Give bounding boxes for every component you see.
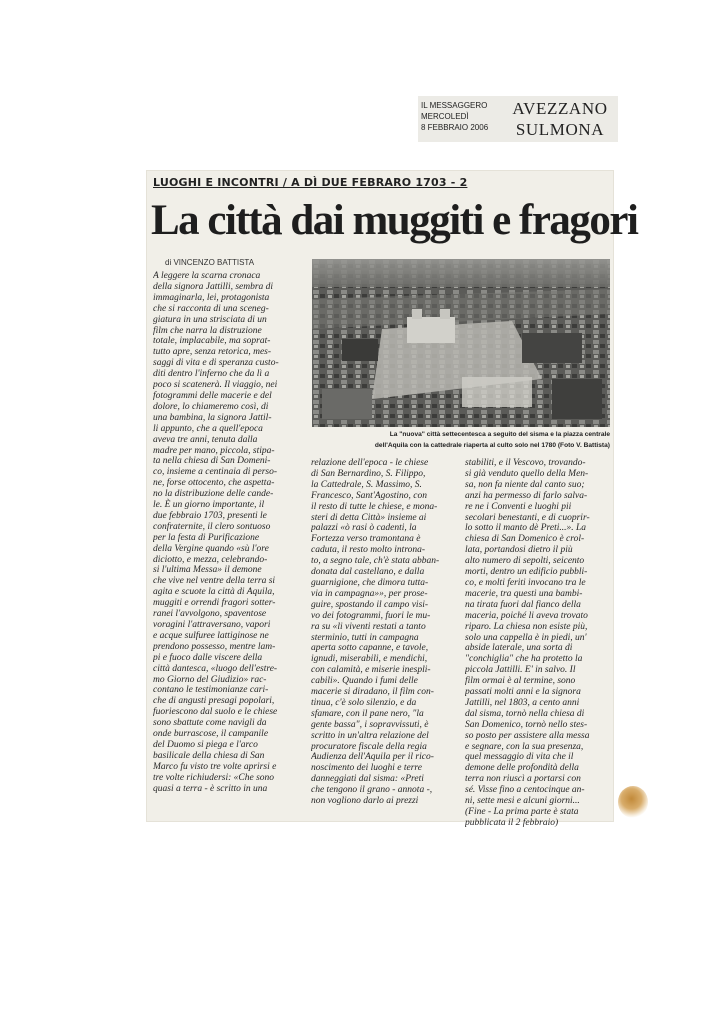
newspaper-clipping — [146, 170, 638, 828]
text-line: terra non riuscì a portarsi con — [465, 774, 581, 785]
text-line: dal sisma, tornò nella chiesa di — [465, 708, 585, 719]
text-line: sono sbattute come navigli da — [153, 718, 267, 729]
text-line: gente bassa", i sopravvissuti, è — [311, 719, 429, 730]
text-line: che tengono il grano - annota -, — [311, 785, 433, 796]
text-line: sé. Visse fino a centocinque an- — [465, 785, 585, 796]
text-line: diciotto, e mezza, celebrando- — [153, 554, 268, 565]
text-line: abside laterale, una sorta di — [465, 643, 573, 654]
text-line: che vive nel ventre della terra si — [153, 576, 276, 587]
newspaper-name: IL MESSAGGERO — [421, 101, 488, 110]
text-line: della signora Jattilli, sembra di — [153, 281, 274, 292]
text-line: città dantesca, «luogo dell'estre- — [153, 663, 278, 674]
caption-line: La "nuova" città settecentesca a seguito del sisma e la piazza centrale — [389, 431, 610, 438]
text-line: lo sotto il manto dè Preti...». La — [465, 523, 587, 534]
text-line: re ne i Conventi e luoghi pii — [465, 501, 572, 512]
text-line: aperta sotto capanne, e tavole, — [311, 643, 429, 654]
text-line: palazzi «ò rasi ò cadenti, la — [311, 523, 417, 534]
section-header: LUOGHI E INCONTRI / A DÌ DUE FEBRARO 1703 - 2 — [153, 176, 468, 189]
aerial-city-photo — [312, 259, 610, 427]
text-line: steri di detta Città» insieme ai — [311, 512, 427, 523]
text-line: aveva tre anni, tenuta dalla — [153, 434, 258, 445]
text-line: vo dei fotogrammi, fuori le mu- — [311, 610, 431, 621]
text-line: guarnigione, che dimora tutta- — [311, 577, 429, 588]
text-line: noscimento dei luoghi e terre — [311, 763, 422, 774]
article-column-3 — [465, 458, 611, 839]
caption-line: dell'Aquila con la cattedrale riaperta al culto solo nel 1780 (Foto V. Battista) — [374, 442, 610, 449]
text-line: via in campagna»», per prose- — [311, 588, 428, 599]
text-line: ta nella chiesa di San Domeni- — [153, 456, 271, 467]
text-line: pubblicata il 2 febbraio) — [465, 817, 559, 828]
text-line: saggi di vita e di speranza custo- — [153, 358, 279, 369]
text-line: due febbraio 1703, presenti le — [153, 510, 267, 521]
text-line: relazione dell'epoca - le chiese — [311, 458, 429, 468]
text-line: co, e molti feriti invocano tra le — [465, 577, 586, 588]
text-line: il resto di tutte le chiese, e mona- — [311, 501, 438, 512]
text-line: li appunto, che a quell'epoca — [153, 423, 263, 434]
text-line: agita e scuote la città di Aquila, — [153, 587, 275, 598]
text-line: ne, forse ottocento, che aspetta- — [153, 478, 275, 489]
text-line: poco si scatenerà. Il viaggio, nei — [153, 380, 278, 391]
edition-label — [504, 98, 616, 140]
text-line: passati molti anni e la signora — [465, 687, 581, 698]
text-line: del Duomo si piega e l'arco — [153, 739, 258, 750]
text-line: fotogrammi delle macerie e del — [153, 390, 272, 401]
text-line: ranei l'avvolgono, spaventose — [153, 609, 267, 620]
text-line: Francesco, Sant'Agostino, con — [311, 490, 428, 501]
text-line: tre volte richiudersi: «Che sono — [153, 772, 275, 783]
text-line: che di angusti presagi popolari, — [153, 696, 275, 707]
text-line: contano le testimonianze cari- — [153, 685, 269, 696]
text-line: muggiti e orrendi fragori sotter- — [153, 598, 276, 609]
text-line: procuratore fiscale della regia — [311, 741, 427, 752]
text-line: dolore, lo chiameremo così, di — [153, 401, 269, 412]
text-line: macerie si diradano, il film con- — [311, 687, 434, 698]
text-line: (Fine - La prima parte è stata — [465, 807, 579, 817]
text-line: che si racconta di una sceneg- — [153, 303, 269, 314]
text-line: mo Giorno del Giudizio» rac- — [153, 674, 267, 685]
text-line: no la distribuzione delle cande- — [153, 489, 274, 500]
text-line: quel messaggio di vita che il — [465, 752, 574, 763]
text-line: prendono possesso, mentre lam- — [153, 641, 276, 652]
article-byline: di VINCENZO BATTISTA — [165, 258, 255, 267]
text-line: con calamità, e miserie inespli- — [311, 665, 431, 676]
text-line: si già venduto quello della Men- — [465, 468, 589, 479]
text-line: demone delle profondità della — [465, 763, 579, 774]
edition-sulmona: SULMONA — [515, 120, 605, 139]
text-line: immaginarla, lei, protagonista — [153, 292, 270, 303]
text-line: sa, non fa niente dal canto suo; — [465, 479, 585, 490]
text-line: na tirata fuori dal fianco della — [465, 599, 581, 610]
text-line: sterminio, tutti in campagna — [311, 632, 419, 643]
text-line: solo una cappella è in piedi, un' — [465, 632, 587, 643]
newspaper-masthead — [418, 96, 618, 142]
text-line: totale, implacabile, ma soprat- — [153, 336, 271, 347]
text-line: macerie, tra questi una bambi- — [465, 588, 583, 599]
text-line: una bambina, la signora Jattil- — [153, 412, 272, 423]
text-line: Jattilli, nel 1803, a cento anni — [465, 697, 580, 708]
text-line: co, insieme a centinaia di perso- — [153, 467, 278, 478]
text-line: confraternite, il clero sontuoso — [153, 521, 271, 532]
text-line: riparo. La chiesa non esiste più, — [465, 621, 588, 632]
text-line: caduta, il resto molto introna- — [311, 545, 426, 556]
text-line: donata dal castellano, e dalla — [311, 567, 425, 578]
text-line: secolari benestanti, e di cuoprir- — [465, 512, 590, 523]
text-line: morti, dentro un edificio pubbli- — [465, 567, 588, 578]
text-line: per la festa di Purificazione — [153, 532, 260, 543]
text-line: lata, portandosi dietro il più — [465, 545, 573, 556]
publication-weekday: MERCOLEDÌ — [421, 112, 469, 121]
text-line: la Cattedrale, S. Massimo, S. — [311, 479, 422, 490]
article-column-1 — [153, 271, 303, 839]
text-line: si l'ultima Messa» il demone — [153, 565, 262, 576]
text-line: e segnare, con la sua presenza, — [465, 741, 584, 752]
text-line: diti dentro l'inferno che da lì a — [153, 369, 270, 380]
text-line: Marco fu visto tre volte aprirsi e — [153, 761, 277, 772]
text-line: A leggere la scarna cronaca — [153, 271, 261, 281]
text-line: basilicale della chiesa di San — [153, 750, 265, 761]
text-line: to, a segno tale, ch'è stata abban- — [311, 556, 440, 567]
text-line: stabiliti, e il Vescovo, trovando- — [465, 458, 586, 468]
text-line: tinua, c'è solo silenzio, e da — [311, 697, 417, 708]
edition-avezzano: AVEZZANO — [512, 99, 608, 118]
text-line: sfamare, con il pane nero, "la — [311, 708, 424, 719]
text-line: maceria, poiché li aveva trovato — [465, 610, 588, 621]
text-line: della Vergine quando «sù l'ore — [153, 543, 269, 554]
text-line: quasi a terra - è scritto in una — [153, 783, 268, 794]
text-line: giatura in una strisciata di un — [153, 314, 267, 325]
text-line: "conchiglia" che ha protetto la — [465, 654, 583, 665]
text-line: le. È un giorno importante, il — [153, 500, 265, 511]
text-line: tutto apre, senza retorica, mes- — [153, 347, 272, 358]
text-line: fuoriescono dal suolo e le chiese — [153, 707, 278, 718]
article-headline: La città dai muggiti e fragori — [151, 197, 638, 244]
text-line: film che narra la distruzione — [153, 325, 262, 336]
text-line: voragini l'attraversano, vapori — [153, 620, 271, 630]
text-line: di San Bernardino, S. Filippo, — [311, 468, 426, 479]
photo-caption — [312, 429, 610, 453]
text-line: e acque sulfuree lattiginose ne — [153, 630, 269, 641]
text-line: ignudi, miserabili, e mendichi, — [311, 654, 428, 665]
text-line: scritto in un'altra relazione del — [311, 730, 429, 741]
paper-stain — [618, 786, 648, 818]
text-line: ra su «li viventi restati a tanto — [311, 621, 426, 632]
text-line: piccola Jattilli. E' in salvo. Il — [465, 665, 576, 676]
text-line: anzi ha permesso di farlo salva- — [465, 490, 588, 501]
text-line: danneggiati dal sisma: «Preti — [311, 774, 424, 785]
text-line: onde burrascose, il campanile — [153, 729, 269, 740]
text-line: pi e fuoco dalle viscere della — [153, 652, 263, 663]
text-line: so posto per assistere alla messa — [465, 730, 590, 741]
text-line: Fortezza verso tramontana è — [311, 534, 421, 545]
publication-date: 8 FEBBRAIO 2006 — [421, 123, 489, 132]
text-line: guire, spostando il campo visi- — [311, 599, 429, 610]
article-column-2 — [311, 458, 459, 839]
text-line: non vogliono darlo ai prezzi — [311, 796, 419, 807]
text-line: alto numero di sepolti, seicento — [465, 556, 585, 567]
text-line: film ormai è al termine, sono — [465, 676, 576, 687]
text-line: ni, sette mesi e alcuni giorni... — [465, 796, 580, 807]
text-line: chiesa di San Domenico è crol- — [465, 534, 585, 545]
newspaper-info — [421, 100, 497, 133]
text-line: Audienza dell'Aquila per il rico- — [311, 752, 434, 763]
text-line: cabili». Quando i fumi delle — [311, 676, 418, 687]
text-line: madre per mano, piccola, stipa- — [153, 445, 275, 456]
text-line: San Domenico, tornò nello stes- — [465, 719, 588, 730]
aerial-city-photo-image — [312, 259, 610, 427]
